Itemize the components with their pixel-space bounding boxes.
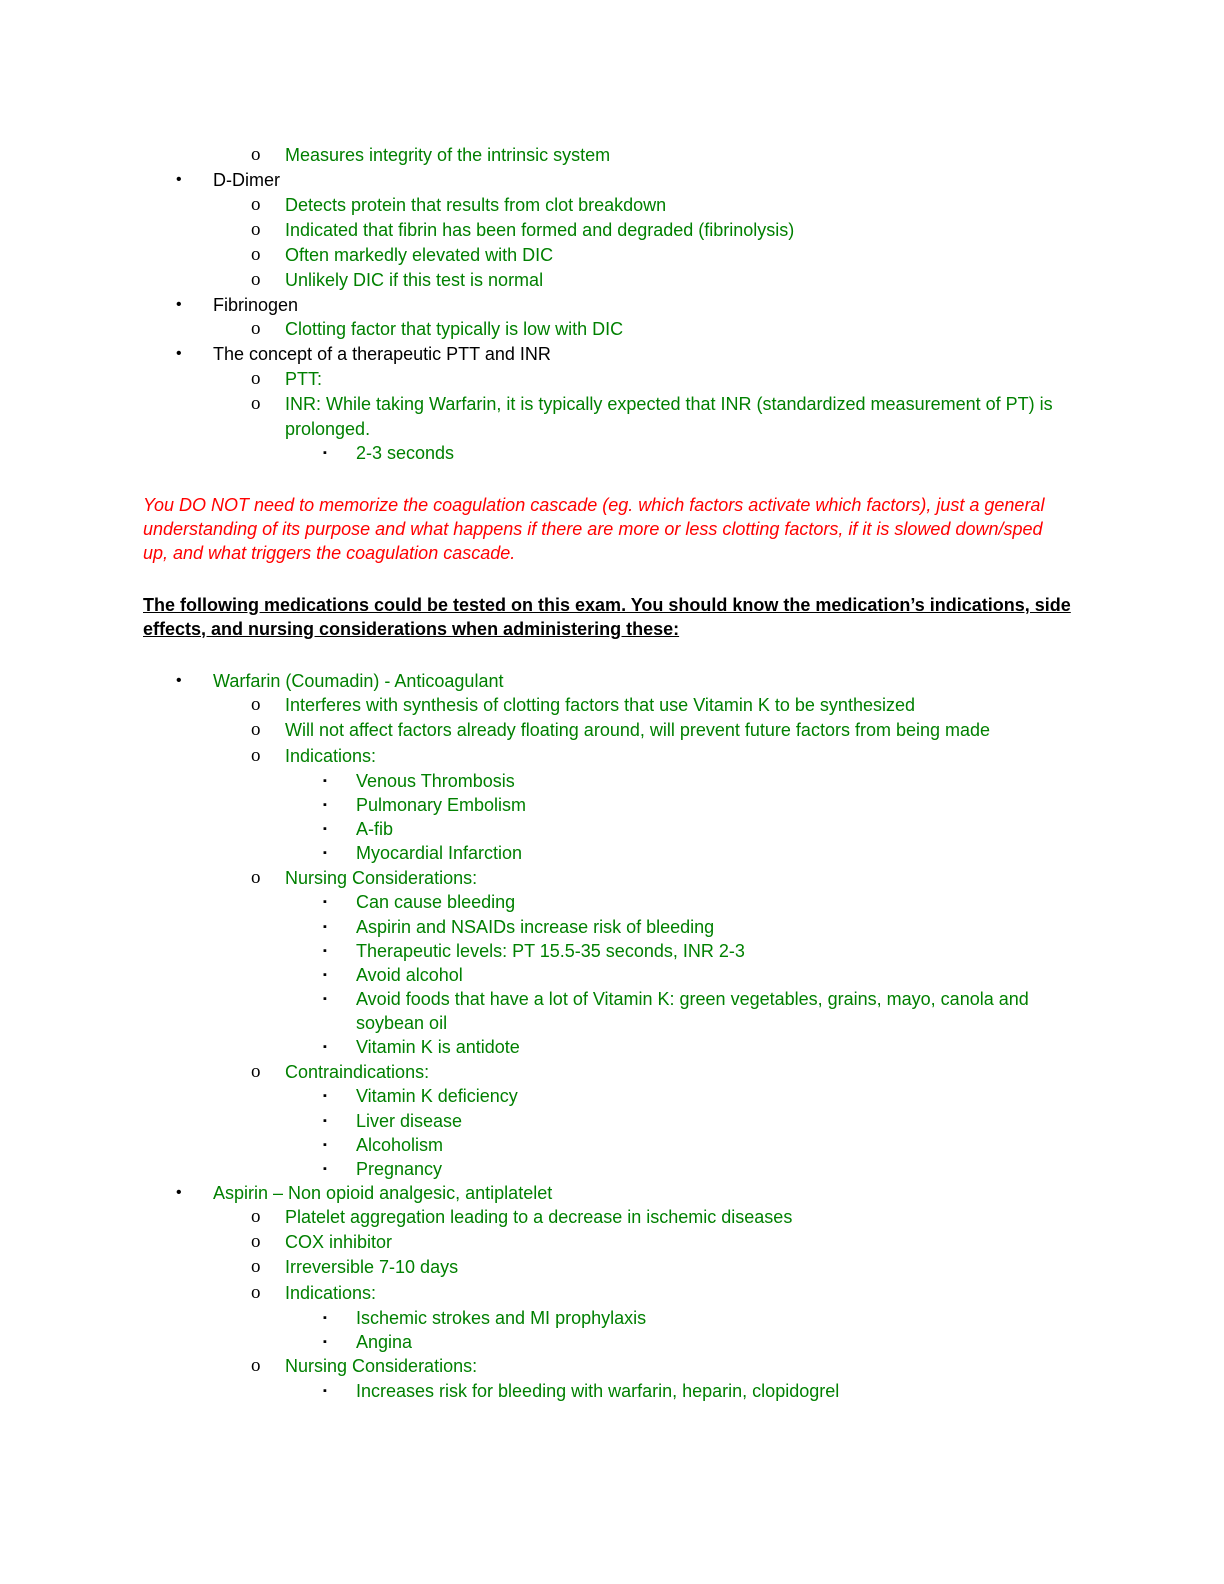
list-item-concept: The concept of a therapeutic PTT and INR [213, 344, 551, 364]
list-item: Can cause bleeding [356, 892, 516, 912]
list-item: Myocardial Infarction [356, 843, 523, 863]
list-item: Pregnancy [356, 1159, 443, 1179]
list-item: COX inhibitor [285, 1232, 393, 1252]
list-item: Unlikely DIC if this test is normal [285, 270, 544, 290]
list-item: Clotting factor that typically is low with DIC [285, 319, 624, 339]
list-item: Indications: [285, 1283, 377, 1303]
list-item-aspirin: Aspirin – Non opioid analgesic, antiplatelet [213, 1183, 553, 1203]
list-marker-circle: o [251, 244, 261, 265]
list-marker-square: ▪ [323, 447, 327, 459]
list-marker-bullet: • [176, 296, 182, 313]
list-marker-circle: o [251, 318, 261, 339]
list-item: Contraindications: [285, 1062, 430, 1082]
list-item-warfarin: Warfarin (Coumadin) - Anticoagulant [213, 671, 504, 691]
list-marker-circle: o [251, 269, 261, 290]
list-marker-circle: o [251, 144, 261, 165]
list-marker-circle: o [251, 1282, 261, 1303]
list-marker-circle: o [251, 1206, 261, 1227]
list-item-continued: prolonged. [285, 419, 371, 439]
list-marker-square: ▪ [323, 1336, 327, 1348]
list-marker-square: ▪ [323, 1163, 327, 1175]
list-marker-square: ▪ [323, 945, 327, 957]
list-marker-square: ▪ [323, 799, 327, 811]
list-marker-square: ▪ [323, 1090, 327, 1102]
list-item: Nursing Considerations: [285, 868, 478, 888]
list-marker-square: ▪ [323, 1385, 327, 1397]
list-item: Will not affect factors already floating around, will prevent future factors from being made [285, 720, 991, 740]
note-line: up, and what triggers the coagulation cascade. [143, 543, 516, 563]
list-marker-circle: o [251, 867, 261, 888]
section-heading: effects, and nursing considerations when administering these: [143, 619, 680, 639]
list-item: Ischemic strokes and MI prophylaxis [356, 1308, 647, 1328]
section-heading: The following medications could be tested on this exam. You should know the medication’s indications, side [143, 595, 1071, 615]
list-marker-circle: o [251, 1061, 261, 1082]
list-item: Avoid foods that have a lot of Vitamin K: green vegetables, grains, mayo, canola and [356, 989, 1029, 1009]
list-marker-circle: o [251, 1256, 261, 1277]
list-marker-circle: o [251, 368, 261, 389]
list-marker-bullet: • [176, 672, 182, 689]
list-marker-circle: o [251, 1355, 261, 1376]
list-marker-square: ▪ [323, 921, 327, 933]
list-marker-circle: o [251, 719, 261, 740]
list-marker-circle: o [251, 194, 261, 215]
list-marker-square: ▪ [323, 823, 327, 835]
list-marker-square: ▪ [323, 1041, 327, 1053]
list-marker-circle: o [251, 745, 261, 766]
list-item: Interferes with synthesis of clotting factors that use Vitamin K to be synthesized [285, 695, 915, 715]
list-marker-circle: o [251, 219, 261, 240]
list-item-fibrinogen: Fibrinogen [213, 295, 299, 315]
list-item-ddimer: D-Dimer [213, 170, 280, 190]
list-item-continued: soybean oil [356, 1013, 448, 1033]
note-line: You DO NOT need to memorize the coagulation cascade (eg. which factors activate which factors), just a general [143, 495, 1045, 515]
list-marker-bullet: • [176, 1184, 182, 1201]
list-marker-circle: o [251, 694, 261, 715]
list-marker-square: ▪ [323, 896, 327, 908]
list-item: Irreversible 7-10 days [285, 1257, 459, 1277]
list-item: Aspirin and NSAIDs increase risk of bleeding [356, 917, 715, 937]
list-item: Avoid alcohol [356, 965, 463, 985]
list-item: PTT: [285, 369, 323, 389]
list-item: Often markedly elevated with DIC [285, 245, 554, 265]
list-marker-square: ▪ [323, 1312, 327, 1324]
list-item: Alcoholism [356, 1135, 444, 1155]
list-marker-circle: o [251, 1231, 261, 1252]
list-item: Platelet aggregation leading to a decrease in ischemic diseases [285, 1207, 793, 1227]
list-item: Vitamin K is antidote [356, 1037, 520, 1057]
list-item: Detects protein that results from clot breakdown [285, 195, 667, 215]
list-marker-square: ▪ [323, 969, 327, 981]
list-marker-square: ▪ [323, 993, 327, 1005]
list-marker-square: ▪ [323, 847, 327, 859]
list-marker-square: ▪ [323, 1115, 327, 1127]
list-item: Vitamin K deficiency [356, 1086, 518, 1106]
list-marker-bullet: • [176, 345, 182, 362]
list-marker-bullet: • [176, 171, 182, 188]
list-item: INR: While taking Warfarin, it is typically expected that INR (standardized measurement of PT) is [285, 394, 1053, 414]
list-item: Indicated that fibrin has been formed and degraded (fibrinolysis) [285, 220, 795, 240]
list-item: A-fib [356, 819, 394, 839]
list-item: Measures integrity of the intrinsic system [285, 145, 611, 165]
list-item: Liver disease [356, 1111, 463, 1131]
list-item: Pulmonary Embolism [356, 795, 527, 815]
list-item: Increases risk for bleeding with warfarin, heparin, clopidogrel [356, 1381, 840, 1401]
list-marker-square: ▪ [323, 775, 327, 787]
list-item: Therapeutic levels: PT 15.5-35 seconds, INR 2-3 [356, 941, 745, 961]
list-item: 2-3 seconds [356, 443, 455, 463]
list-marker-square: ▪ [323, 1139, 327, 1151]
list-item: Venous Thrombosis [356, 771, 515, 791]
note-line: understanding of its purpose and what happens if there are more or less clotting factors, if it is slowed down/sped [143, 519, 1043, 539]
list-item: Nursing Considerations: [285, 1356, 478, 1376]
list-marker-circle: o [251, 393, 261, 414]
list-item: Indications: [285, 746, 377, 766]
list-item: Angina [356, 1332, 413, 1352]
